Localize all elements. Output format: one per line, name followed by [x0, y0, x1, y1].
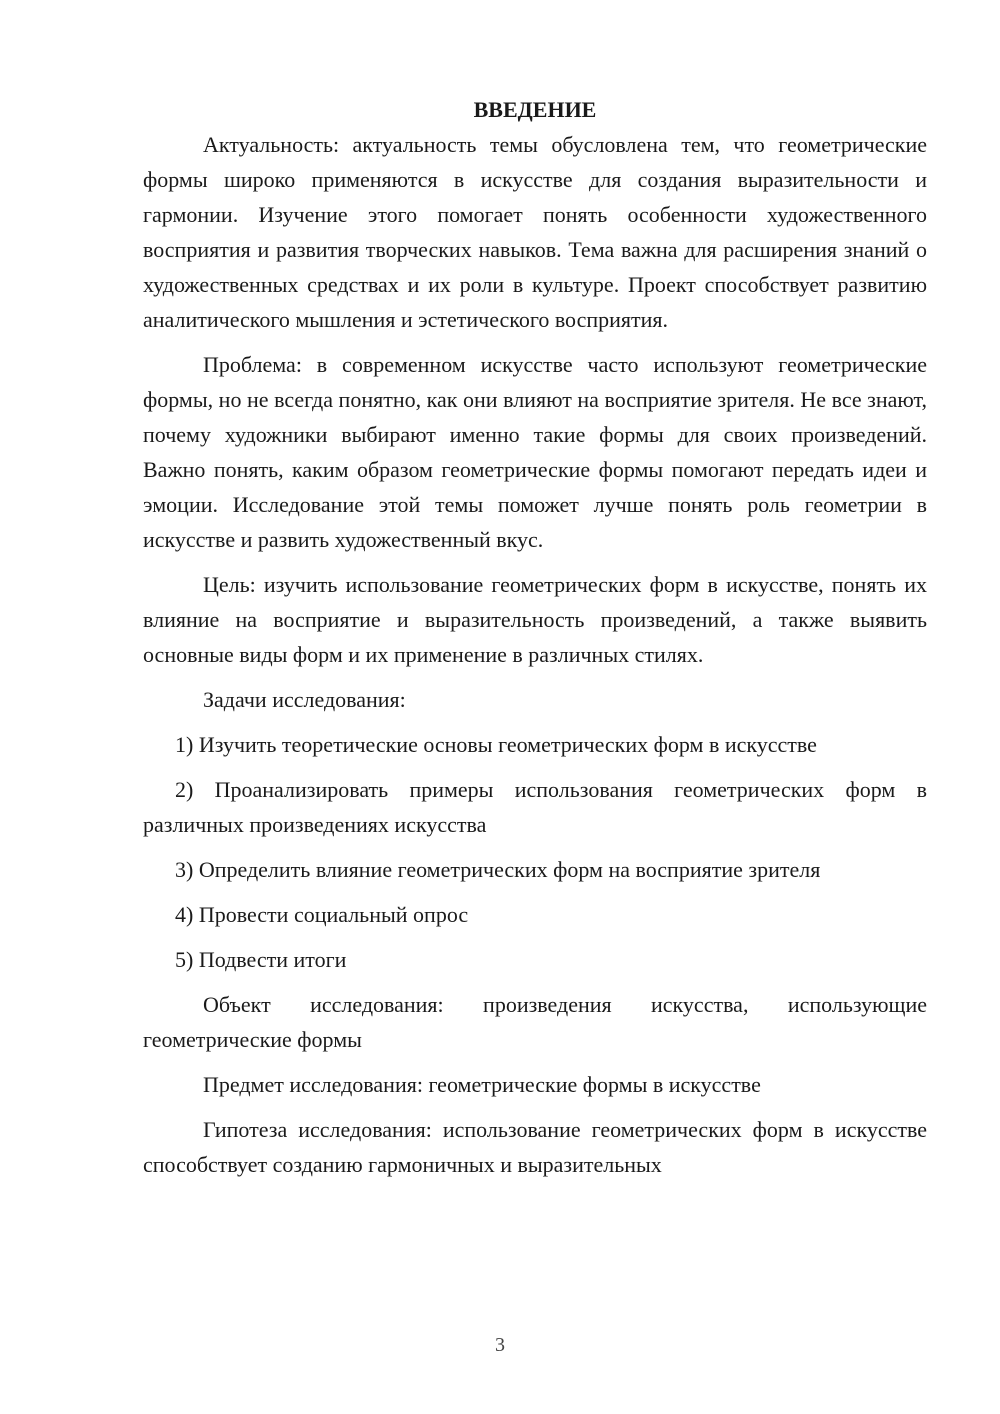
hypothesis-paragraph: Гипотеза исследования: использование геометрических форм в искусстве способствует созданию гармоничных и выразительных [143, 1117, 927, 1177]
subject-paragraph: Предмет исследования: геометрические формы в искусстве [203, 1072, 761, 1097]
task-item-5: 5) Подвести итоги [175, 947, 347, 972]
section-heading: ВВЕДЕНИЕ [473, 97, 597, 122]
task-item-1: 1) Изучить теоретические основы геометрических форм в искусстве [175, 732, 817, 757]
tasks-heading: Задачи исследования: [203, 687, 406, 712]
page-number: 3 [495, 1334, 505, 1356]
relevance-paragraph: Актуальность: актуальность темы обусловлена тем, что геометрические формы широко применяются в искусстве для создания выразительности и гармонии. Изучение этого помогает понять особенности художественного восприятия и развития творческих навыков. Тема важна для расширения знаний о художественных средствах и их роли в культуре. Проект способствует развитию аналитического мышления и эстетического восприятия. [143, 132, 927, 332]
task-item-4: 4) Провести социальный опрос [175, 902, 469, 927]
object-paragraph: Объект исследования: произведения искусства, использующие геометрические формы [143, 992, 927, 1052]
document-page [143, 92, 927, 1182]
task-item-3: 3) Определить влияние геометрических форм на восприятие зрителя [175, 857, 821, 882]
task-item-2: 2) Проанализировать примеры использования геометрических форм в различных произведениях искусства [143, 777, 927, 837]
goal-paragraph: Цель: изучить использование геометрических форм в искусстве, понять их влияние на восприятие и выразительность произведений, а также выявить основные виды форм и их применение в различных стилях. [143, 572, 927, 667]
problem-paragraph: Проблема: в современном искусстве часто используют геометрические формы, но не всегда понятно, как они влияют на восприятие зрителя. Не все знают, почему художники выбирают именно такие формы для своих произведений. Важно понять, каким образом геометрические формы помогают передать идеи и эмоции. Исследование этой темы поможет лучше понять роль геометрии в искусстве и развить художественный вкус. [143, 352, 927, 552]
